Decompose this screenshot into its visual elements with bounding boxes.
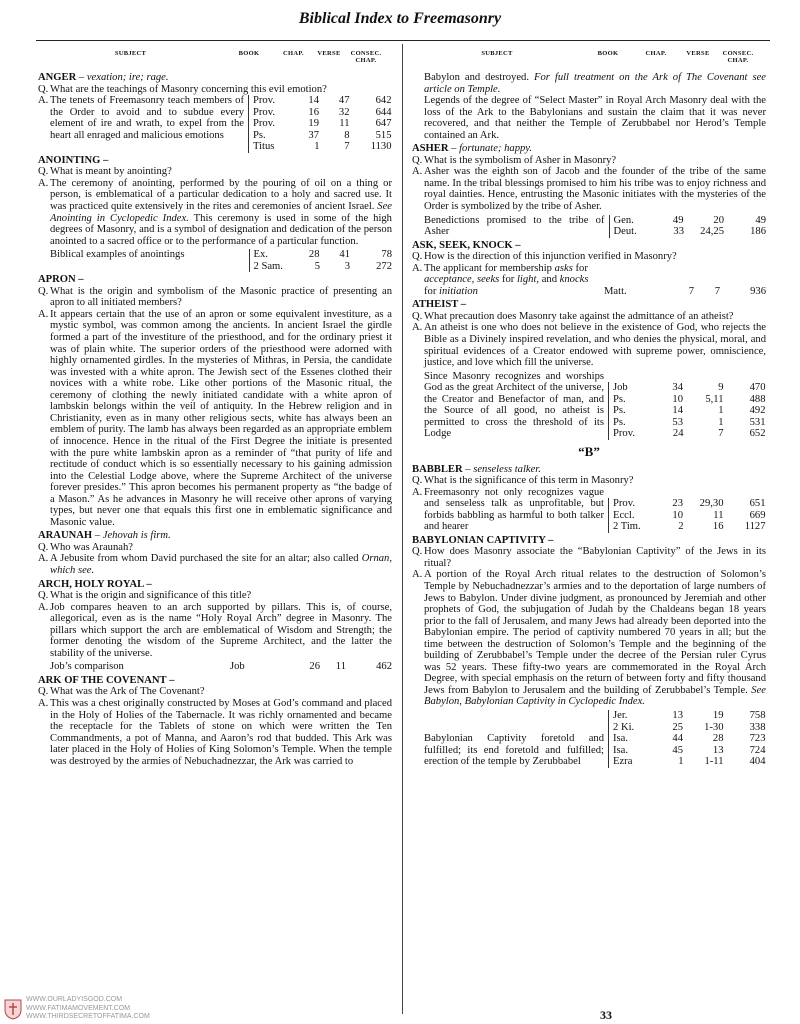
ref-consec: 651 (749, 498, 766, 510)
ref-verse: 8 (344, 129, 350, 141)
a-label: A. (38, 601, 49, 613)
left-column (38, 50, 392, 767)
column-divider (402, 44, 403, 1014)
ref-verse: 47 (338, 95, 350, 107)
answer: Job compares heaven to an arch supported by pillars. This is, of course, allegorical, even as is the name “Holy Royal Arch” degree in Masonry. The pillars which support the arch are emblematical of Wisdom and Strength; the former denoting the wisdom of the Supreme Architect, and the latter the stability of the universe. (50, 601, 392, 659)
ref-book: Eccl. (609, 510, 666, 522)
entry-arch-holy-royal (38, 579, 392, 673)
col-verse: VERSE (686, 50, 710, 57)
shield-logo-icon (4, 998, 22, 1020)
ref-book: Isa. (609, 745, 666, 757)
entry-atheist (412, 299, 766, 440)
scripture-ref-row (249, 130, 392, 142)
dash: – (462, 463, 474, 475)
ref-chap: 44 (672, 733, 683, 745)
ref-chap: 1 (678, 756, 684, 768)
ref-book: Prov. (249, 118, 298, 130)
a-label: A. (38, 95, 49, 107)
ref-book: 2 Sam. (249, 261, 298, 273)
ref-consec: 492 (749, 405, 766, 417)
ref-book: Job (609, 382, 666, 394)
ref-consec: 488 (749, 393, 766, 405)
q-label: Q. (38, 83, 49, 95)
ref-book: Ps. (609, 405, 666, 417)
q-label: Q. (412, 310, 423, 322)
question: What is the origin and symbolism of the Masonic practice of presenting an apron to all initiated members? (50, 285, 392, 309)
column-headings (38, 50, 392, 64)
scripture-refs (609, 215, 767, 238)
ref-chap: 49 (672, 214, 684, 226)
scripture-ref-row (249, 118, 392, 130)
answer: Freemasonry not only recognizes vague and senseless talk as unprofitable, but forbids babbling as harmful to both talker and hearer (424, 486, 604, 533)
a-label: A. (412, 569, 423, 581)
question: What is meant by anointing? (50, 166, 172, 178)
scripture-refs (608, 382, 766, 440)
ref-chap: 53 (672, 416, 683, 428)
scripture-ref-row (249, 141, 392, 153)
col-book: BOOK (597, 50, 619, 57)
ref-verse: 1-30 (704, 721, 724, 733)
ref-verse: 1 (718, 405, 724, 417)
scripture-refs (248, 95, 392, 153)
ref-consec: 186 (750, 226, 766, 238)
ref-book: Prov. (249, 95, 298, 107)
ref-consec: 462 (376, 661, 392, 673)
question: What precaution does Masonry take against the admittance of an atheist? (424, 310, 734, 322)
col-book: BOOK (238, 50, 260, 57)
ref-chap: 19 (308, 118, 319, 130)
emphasis: seeks (476, 274, 500, 286)
question: What are the teachings of Masonry concerning this evil emotion? (50, 83, 327, 95)
scripture-ref-row (609, 710, 766, 722)
page-header: Biblical Index to Freemasonry (298, 10, 502, 27)
scripture-ref-row (609, 382, 766, 394)
headword: ARAUNAH (38, 530, 93, 542)
ref-chap: 7 (688, 285, 694, 297)
dash: – (448, 143, 460, 155)
ref-chap: 10 (672, 393, 683, 405)
a-label: A. (38, 177, 49, 189)
scripture-ref-row (609, 417, 766, 429)
answer-cont: Babylon and destroyed. (424, 72, 529, 83)
ref-consec: 338 (749, 721, 766, 733)
answer: An atheist is one who does not believe in the existence of God, who rejects the Bible as a Divinely inspired revelation, and who denies the physical, moral, and spiritual evidences of a Creator endowed with supreme power, omniscience, justice, and love which fill the universe. (424, 322, 766, 369)
answer-text: for (501, 274, 515, 286)
ref-consec: 936 (750, 285, 766, 297)
ref-verse: 16 (712, 521, 724, 533)
section-heading-b: “B” (578, 443, 600, 459)
scripture-ref-row (249, 107, 392, 119)
ref-verse: 7 (344, 141, 350, 153)
ref-chap: 26 (309, 661, 320, 673)
ref-verse: 19 (712, 709, 724, 721)
question: What was the Ark of The Covenant? (50, 686, 205, 698)
ref-verse: 9 (718, 382, 724, 394)
scripture-refs (249, 249, 393, 272)
ref-verse: 24,25 (700, 226, 724, 238)
watermark-url: WWW.THIRDSECRETOFFATIMA.COM (26, 1013, 150, 1020)
ref-consec: 78 (381, 249, 392, 261)
ref-chap: 23 (672, 498, 683, 510)
ref-verse: 11 (339, 118, 350, 130)
entry-ark-of-covenant (38, 675, 392, 767)
col-verse: VERSE (317, 50, 341, 57)
ref-chap: 2 (678, 521, 684, 533)
question: How does Masonry associate the “Babylonian Captivity” of the Jews in its ritual? (424, 546, 766, 569)
ref-book: Gen. (609, 215, 666, 227)
ref-consec: 652 (749, 428, 766, 440)
answer-text: for (575, 262, 588, 274)
q-label: Q. (412, 546, 423, 558)
ref-chap: 14 (308, 95, 319, 107)
ref-consec: 724 (749, 744, 766, 756)
headword: BABBLER (412, 463, 463, 475)
ref-chap: 33 (673, 226, 684, 238)
a-label: A. (412, 166, 423, 178)
ref-chap: 24 (672, 428, 684, 440)
scripture-ref-row (249, 95, 392, 107)
answer: It appears certain that the use of an apron or some equivalent investiture, as a mystic symbol, was common among the ancients. In ancient Israel the girdle formed a part of the investiture of the priesthood, and for the ordinary priest it was of plain white. The superior orders of the priesthood were adorned with highly ornamented girdles. In the mysteries of Mithras, in Persia, the candidate was invested with a white apron. The Jewish sect of the Essenes clothed their novices with a white robe. Like other portions of the Masonic ritual, the ceremony of clothing the newly initiated candidate with a white apron of lambskin belongs within the veil of antiquity. In the Hebrew religion and in Christianity, even as in many other religious sects, white has always been an emblem of purity. The lamb has always been regarded as an appropriate emblem of innocence. Hence in the ritual of the First Degree the initiate is presented with the pure white lambskin apron as a reminder of “that purity of life and rectitude of conduct which is so essentially necessary to his gaining admission into the Celestial Lodge above, where the Supreme Architect of the universe forever presides.” This apron becomes his permanent property as “the badge of a Mason.” As he advances in Masonry he will receive other aprons of varying types, but never one that equals this first one in emblematic significance and Masonic value. (50, 308, 392, 528)
cross-reference: Ornan, which see. (50, 553, 392, 576)
cross-reference: See Anointing in Cyclopedic Index. (50, 201, 392, 224)
ref-book: Prov. (609, 498, 666, 510)
ref-chap: 37 (308, 129, 319, 141)
scripture-ref-row (609, 510, 766, 522)
ref-verse: 1 (718, 416, 724, 428)
ref-book: Isa. (609, 733, 666, 745)
q-label: Q. (38, 541, 49, 553)
ref-verse: 13 (712, 744, 724, 756)
q-label: Q. (38, 590, 49, 602)
ref-chap: 16 (308, 106, 319, 118)
watermark-url: WWW.FATIMAMOVEMENT.COM (26, 1004, 131, 1012)
ref-label: Job’s comparison (50, 661, 124, 673)
ref-book: Prov. (609, 428, 666, 440)
scripture-refs (608, 710, 766, 768)
scripture-ref-row (609, 226, 766, 238)
q-label: Q. (38, 285, 49, 297)
ref-consec: 1130 (370, 141, 392, 153)
scripture-ref-row (609, 745, 766, 757)
watermark (4, 996, 150, 1022)
a-label: A. (38, 308, 49, 320)
column-headings (412, 50, 766, 64)
ref-consec: 531 (749, 416, 766, 428)
scripture-ref-row (609, 733, 766, 745)
col-consec: CONSEC. CHAP. (722, 50, 754, 64)
ref-label: Benedictions promised to the tribe of Asher (424, 214, 605, 238)
ref-consec: 1127 (744, 521, 766, 533)
headword: ASK, SEEK, KNOCK – (412, 239, 521, 251)
ref-chap: 1 (314, 141, 320, 153)
scripture-ref-row (609, 498, 766, 510)
ref-chap: 13 (672, 709, 683, 721)
ref-consec: 272 (376, 260, 392, 272)
ref-consec: 404 (749, 756, 766, 768)
answer: A Jebusite from whom David purchased the site for an altar; also called (50, 553, 359, 565)
ref-chap: 5 (314, 260, 320, 272)
ref-verse: 7 (718, 428, 724, 440)
ref-verse: 41 (339, 249, 350, 261)
a-label: A. (412, 262, 423, 274)
ref-chap: 14 (672, 405, 683, 417)
ref-book: Ps. (609, 394, 666, 406)
scripture-ref-row (609, 722, 766, 734)
ref-verse: 28 (712, 733, 724, 745)
scripture-ref-row (609, 521, 766, 533)
entry-anointing (38, 155, 392, 272)
ref-consec: 644 (375, 106, 392, 118)
scripture-ref-row (609, 428, 766, 440)
ref-book: 2 Ki. (609, 722, 666, 734)
answer-cont: This ceremony is used in some of the high degrees of Masonry, and is a symbol of designation and dedication of the person anointed to a sacred office or to the performance of a particular function. (50, 212, 392, 247)
headword: ARCH, HOLY ROYAL – (38, 578, 152, 590)
emphasis: acceptance, (424, 274, 475, 286)
ref-consec: 470 (749, 382, 766, 394)
ref-verse: 3 (344, 260, 350, 272)
entry-araunah (38, 530, 392, 576)
scripture-ref-row (609, 215, 766, 227)
cross-reference: See Babylon, Babylonian Captivity in Cyclopedic Index. (424, 684, 766, 708)
ref-book: Titus (249, 141, 298, 153)
ref-chap: 34 (672, 382, 683, 394)
definition: Jehovah is firm. (102, 530, 171, 542)
ref-consec: 647 (375, 118, 392, 130)
q-label: Q. (412, 475, 423, 487)
headword: APRON – (38, 274, 84, 286)
headword: ARK OF THE COVENANT – (38, 674, 175, 686)
question: What is the symbolism of Asher in Masonry? (424, 154, 617, 166)
ref-verse: 5,11 (705, 393, 724, 405)
ref-label: Since Masonry recognizes and worships God as the great Architect of the universe, the Creator and Benefactor of man, and the Source of all good, no atheist is permitted to cross the threshold of its Lodge (424, 370, 604, 440)
emphasis: initiation (439, 285, 478, 297)
cross-reference: For full treatment on the Ark of The Covenant see article on Temple. (424, 72, 766, 95)
col-subject: SUBJECT (481, 50, 513, 57)
answer: The ceremony of anointing, performed by the pouring of oil on a thing or person, is emblematical of a particular dedication to a holy and sacred use. It was practiced quite extensively in the rites and ceremonies of ancient Israel. (50, 177, 392, 213)
ref-book: Ps. (609, 417, 666, 429)
answer-text: and (541, 274, 558, 286)
col-chap: CHAP. (283, 50, 304, 57)
ref-book: Matt. (604, 285, 627, 297)
q-label: Q. (412, 251, 423, 263)
ref-book: Prov. (249, 107, 298, 119)
ref-book: Deut. (609, 226, 666, 238)
ref-chap: 28 (308, 249, 320, 261)
ref-book: Ps. (249, 130, 298, 142)
ref-label: Biblical examples of anointings (50, 249, 185, 261)
ref-verse: 11 (713, 509, 724, 521)
ref-verse: 29,30 (699, 498, 724, 510)
a-label: A. (38, 553, 49, 565)
ref-book: 2 Tim. (609, 521, 666, 533)
ref-consec: 723 (749, 733, 766, 745)
ref-consec: 758 (749, 709, 766, 721)
ref-consec: 669 (749, 509, 766, 521)
emphasis: knocks (559, 274, 589, 286)
scripture-ref-row (609, 756, 766, 768)
answer-cont: Legends of the degree of “Select Master” in Royal Arch Masonry deal with the loss of the Ark to the Babylonians and sustain the claim that it was never recovered, and that neither the Temple of Zerubbabel nor Herod’s Temple contained an Ark. (424, 95, 766, 141)
entry-anger (38, 72, 392, 153)
answer-text: for (424, 285, 437, 297)
col-subject: SUBJECT (114, 50, 147, 57)
header-rule (36, 40, 770, 41)
q-label: Q. (412, 154, 423, 166)
ref-chap: 45 (672, 744, 683, 756)
ref-verse: 20 (713, 214, 724, 226)
scripture-ref-row (609, 405, 766, 417)
entry-asher (412, 143, 766, 237)
a-label: A. (412, 486, 423, 498)
definition: vexation; ire; rage. (86, 72, 169, 83)
entry-babbler (412, 464, 766, 533)
definition: fortunate; happy. (459, 143, 533, 155)
ref-book: Ex. (249, 249, 298, 261)
ref-chap: 10 (672, 509, 683, 521)
scripture-ref-row (249, 249, 392, 261)
entry-apron (38, 274, 392, 528)
scripture-ref (50, 661, 392, 673)
a-label: A. (412, 322, 423, 334)
ref-verse: 1-11 (704, 756, 724, 768)
headword: ANOINTING – (38, 154, 109, 166)
ref-consec: 49 (755, 214, 766, 226)
entry-babylonian-captivity (412, 535, 766, 768)
scripture-ref-row (249, 261, 392, 273)
answer (424, 263, 604, 298)
definition: senseless talker. (473, 463, 541, 475)
a-label: A. (38, 697, 49, 709)
ref-consec: 642 (375, 95, 392, 107)
q-label: Q. (38, 686, 49, 698)
emphasis: light, (516, 274, 540, 286)
ref-label: Babylonian Captivity foretold and fulfilled; its end foretold and fulfilled; erection of the temple by Zerubbabel (424, 733, 604, 768)
answer-text: The applicant for membership (424, 262, 552, 274)
answer: A portion of the Royal Arch ritual relates to the destruction of Solomon’s Temple by Nebuchadnezzar’s armies and to the deportation of large numbers of Jews to Babylon. Under divine judgment, as pronounced by Jeremiah and other prophets of God, the subjugation of Judah by the Chaldeans began 18 years prior to the fall of Jerusalem, and many Jews had already been deported into the Babylonian empire. The period of captivity numbered 70 years in all; but the time between the destruction of Solomon’s Temple and the beginning of the building of Zerubbabel’s Temple under the decree of the Persian ruler Cyrus was 52 years. These fifty-two years are commemorated in the Royal Arch Degree, with special emphasis on the return of between forty and fifty thousand Jews from Babylon to Jerusalem and the building of Zerubbabel’s Temple. (424, 569, 766, 696)
watermark-url: WWW.OURLADYISGOD.COM (26, 996, 123, 1003)
scripture-refs (608, 498, 766, 533)
col-consec: CONSEC. CHAP. (350, 50, 382, 64)
ref-consec: 515 (375, 129, 392, 141)
ref-verse: 7 (714, 285, 720, 297)
emphasis: asks (554, 262, 573, 274)
ref-verse: 32 (338, 106, 350, 118)
answer: This was a chest originally constructed by Moses at God’s command and placed in the Holy of Holies of the Tabernacle. It was richly ornamented and became the receptacle for the Tablets of stone on which were written the Ten Commandments, a pot of Manna, and Aaron’s rod that budded. This Ark was later placed in the Holy of Holies of King Solomon’s Temple. When the temple was destroyed by the armies of Nebuchadnezzar, the Ark was carried to (50, 697, 392, 767)
question: What is the significance of this term in Masonry? (424, 475, 634, 487)
answer: Asher was the eighth son of Jacob and the founder of the tribe of the same name. In the tribal blessings promised to him his tribe was to enjoy richness and royal dainties. Hence, entrusting the Masonic initiates with the mysteries of the Order is symbolized by the tribe of Asher. (424, 166, 766, 213)
ref-book: Job (230, 661, 245, 673)
col-chap: CHAP. (645, 50, 667, 57)
scripture-ref-row (609, 394, 766, 406)
q-label: Q. (38, 166, 49, 178)
question: How is the direction of this injunction verified in Masonry? (424, 251, 677, 263)
headword: BABYLONIAN CAPTIVITY – (412, 534, 554, 546)
dash: – (92, 530, 103, 542)
headword: ATHEIST – (412, 299, 467, 311)
answer: The tenets of Freemasonry teach members of the Order to avoid and to subdue every element of ire and wrath, to expel from the heart all enraged and malicious emotions (50, 95, 244, 141)
right-column (412, 50, 766, 768)
dash: – (76, 72, 87, 83)
ark-continuation (424, 72, 766, 95)
headword: ANGER (38, 72, 77, 83)
ref-verse: 11 (335, 661, 346, 673)
ref-chap: 25 (672, 721, 683, 733)
question: What is the origin and significance of this title? (50, 590, 252, 602)
ref-book: Jer. (609, 710, 666, 722)
entry-ask-seek-knock (412, 240, 766, 298)
headword: ASHER (412, 143, 449, 155)
page-number: 33 (600, 1008, 612, 1022)
ref-book: Ezra (609, 756, 666, 768)
question: Who was Araunah? (50, 541, 133, 553)
